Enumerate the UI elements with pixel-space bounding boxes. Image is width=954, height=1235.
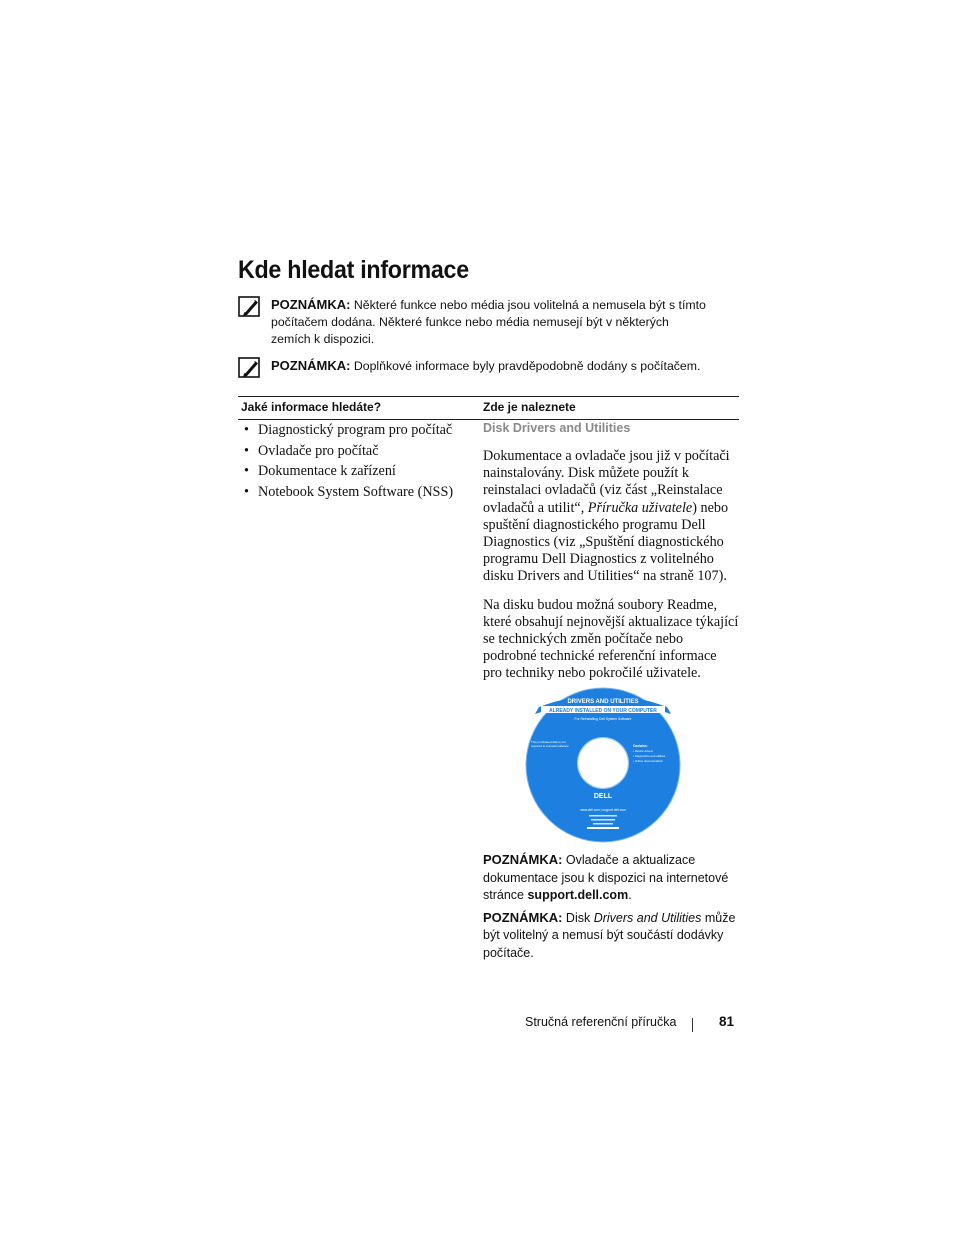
disc-contains-item: • Online documentation [633,759,663,763]
disc-contains-title: Contains: [633,744,648,748]
disc-subtitle: For Reinstalling Dell System Software [574,717,632,721]
list-item: • Ovladače pro počítač [244,442,379,459]
support-link[interactable]: support.dell.com [527,888,629,902]
note-online-updates: POZNÁMKA: Ovladače a aktualizace dokumentace jsou k dispozici na internetové stránce support.dell.com. [483,852,729,902]
note-additional-info [238,357,708,375]
list-item: • Notebook System Software (NSS) [244,483,454,500]
note-text: Doplňkové informace byly pravděpodobně dodány s počítačem. [353,359,701,373]
source-paragraph-1: Dokumentace a ovladače jsou již v počítači nainstalovány. Disk můžete použít k reinstalaci ovladačů (viz část „Reinstalace ovladačů a utilit“, Příručka uživatele) nebo spuštění diagnostického programu Dell Diagnostics (viz „Spuštění diagnostického programu Dell Diagnostics z volitelného disku Drivers and Utilities“ na straně 107). [483,448,730,585]
note-label: POZNÁMKA: [271,358,351,373]
source-column [483,420,739,683]
page-title: Kde hledat informace [238,256,469,284]
disc-contains-item: • Device drivers [633,749,654,753]
disc-url: www.dell.com | support.dell.com [580,808,626,812]
note-optional-features [238,296,708,348]
pencil-note-icon [238,357,262,379]
page-number: 81 [719,1014,735,1029]
info-list [242,420,472,502]
list-item: • Dokumentace k zařízení [244,463,396,479]
note-text: Některé funkce nebo média jsou volitelná a nemusela být s tímto počítačem dodána. Některé funkce nebo média nemusejí být v některých zemích k dispozici. [271,298,706,346]
pencil-note-icon [238,296,262,318]
dell-logo: DELL [593,793,613,800]
source-notes [483,851,739,966]
disc-banner: ALREADY INSTALLED ON YOUR COMPUTER [549,707,657,714]
disc-contains-item: • Diagnostics and utilities [633,754,666,758]
table-header [238,397,739,420]
footer-section-title: Stručná referenční příručka [525,1015,677,1029]
note-label: POZNÁMKA: [271,297,351,312]
list-item: • Diagnostický program pro počítač [244,422,453,438]
table-header-where: Zde je naleznete [483,400,576,414]
info-list-column [242,420,472,502]
note-optional-disc: POZNÁMKA: Disk Drivers and Utilities může být volitelný a nemusí být součástí dodávky počítače. [483,909,736,960]
disc-top-label: DRIVERS AND UTILITIES [567,699,639,705]
source-paragraph-2: Na disku budou možná soubory Readme, které obsahují nejnovější aktualizace týkající se technických změn počítače nebo podrobné technické referenční informace pro techniky nebo pokročilé uživatele. [483,596,739,682]
footer-divider [692,1018,693,1032]
table-header-what: Jaké informace hledáte? [241,400,382,414]
source-title: Disk Drivers and Utilities [483,421,631,435]
disc-left-text: This purchased disk is not required to reinstall software [531,741,569,748]
drivers-utilities-disc-image [525,687,681,843]
